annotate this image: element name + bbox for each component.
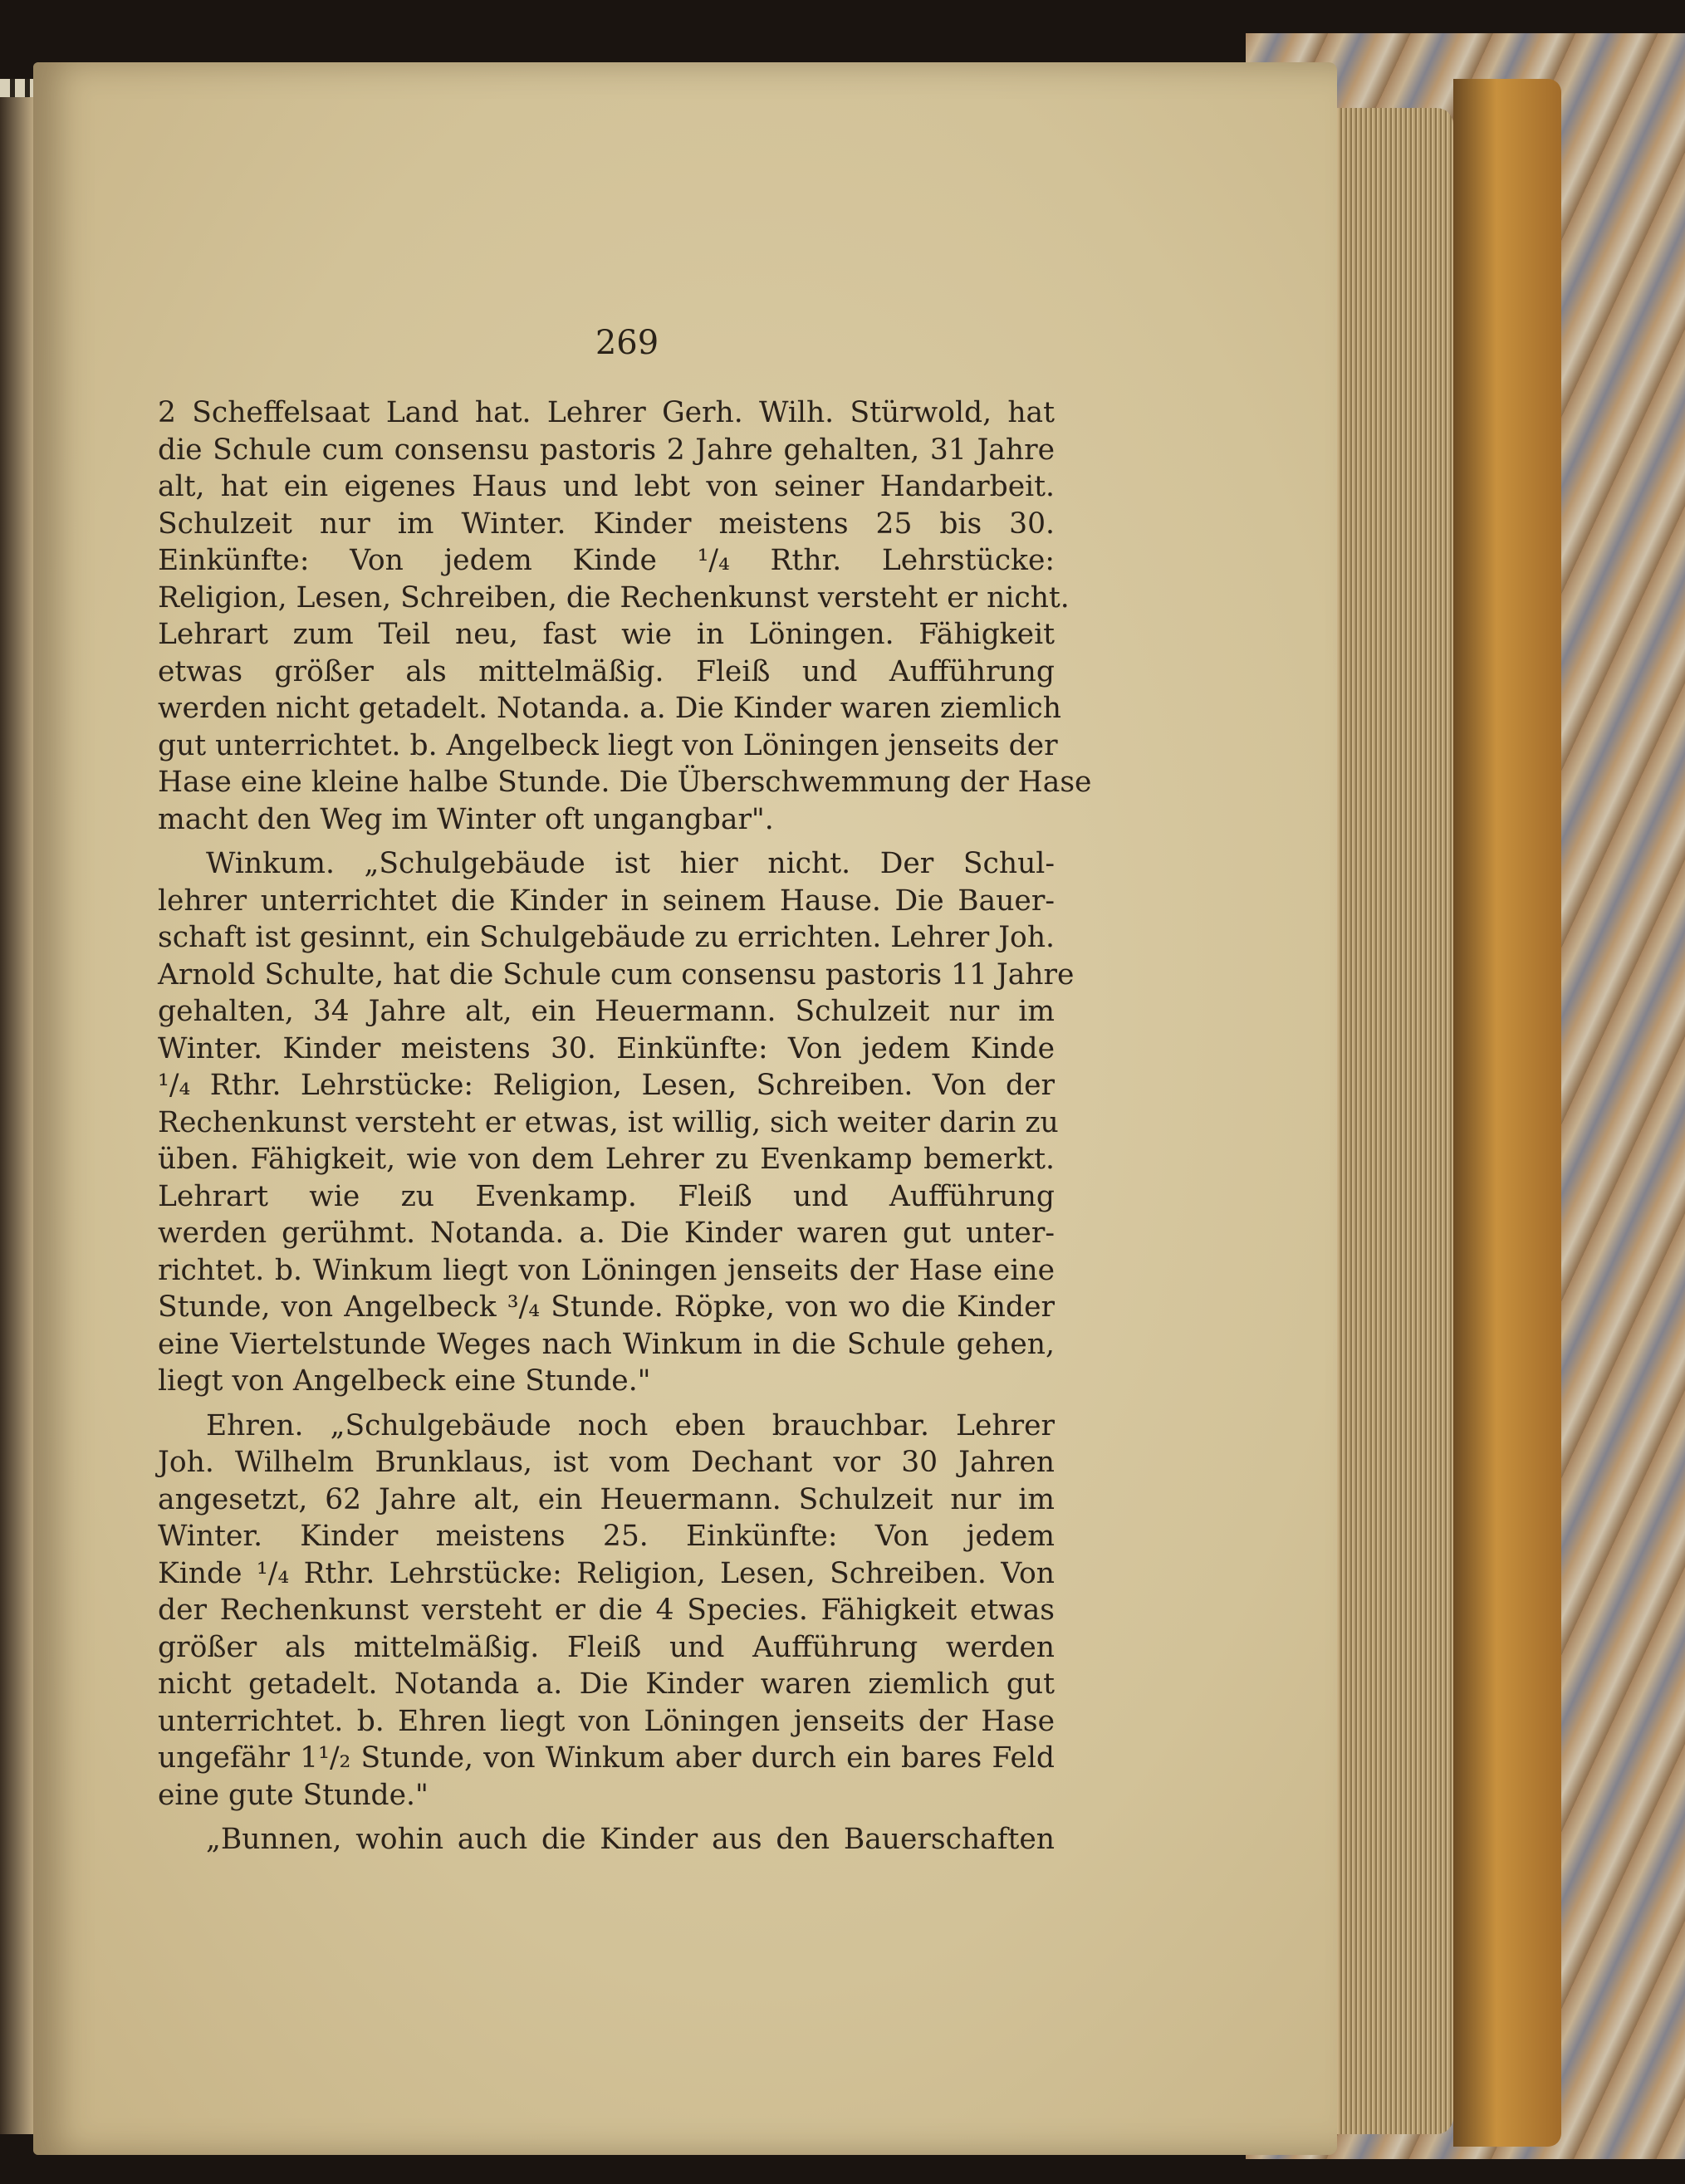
text-line: unterrichtet. b. Ehren liegt von Löningen jenseits der Hase	[158, 1704, 1055, 1738]
text-line: Arnold Schulte, hat die Schule cum consensu pastoris 11 Jahre	[158, 957, 1075, 992]
text-line: gehalten, 34 Jahre alt, ein Heuermann. Schulzeit nur im	[158, 995, 1055, 1028]
text-line: Lehrart zum Teil neu, fast wie in Löningen. Fähigkeit	[158, 618, 1055, 651]
text-line: Hase eine kleine halbe Stunde. Die Überschwemmung der Hase	[158, 766, 1092, 799]
text-line: Winter. Kinder meistens 25. Einkünfte: Von jedem	[158, 1520, 1055, 1553]
text-line: Einkünfte: Von jedem Kinde ¹/₄ Rthr. Lehrstücke:	[158, 544, 1055, 577]
paragraph-gap	[158, 838, 1055, 845]
text-line: eine Viertelstunde Weges nach Winkum in die Schule gehen,	[158, 1327, 1055, 1361]
text-line: ¹/₄ Rthr. Lehrstücke: Religion, Lesen, Schreiben. Von der	[158, 1069, 1055, 1102]
text-line: Ehren. „Schulgebäude noch eben brauchbar. Lehrer	[206, 1408, 1055, 1442]
text-line: Lehrart wie zu Evenkamp. Fleiß und Aufführung	[158, 1179, 1055, 1213]
text-line: Stunde, von Angelbeck ³/₄ Stunde. Röpke, von wo die Kinder	[158, 1290, 1055, 1324]
text-line: werden gerühmt. Notanda. a. Die Kinder waren gut unter-	[158, 1217, 1055, 1250]
text-line: „Bunnen, wohin auch die Kinder aus den Bauerschaften	[206, 1823, 1055, 1856]
text-line: größer als mittelmäßig. Fleiß und Aufführung werden	[158, 1630, 1055, 1664]
text-line: der Rechenkunst versteht er die 4 Species. Fähigkeit etwas	[158, 1594, 1055, 1627]
text-line: alt, hat ein eigenes Haus und lebt von seiner Handarbeit.	[158, 470, 1055, 503]
text-line: gut unterrichtet. b. Angelbeck liegt von Löningen jenseits der	[158, 728, 1058, 762]
text-line: richtet. b. Winkum liegt von Löningen jenseits der Hase eine	[158, 1253, 1055, 1287]
page-stack-edges	[1329, 108, 1453, 2134]
paragraph-gap	[158, 1814, 1055, 1821]
text-line: nicht getadelt. Notanda a. Die Kinder waren ziemlich gut	[158, 1667, 1055, 1701]
text-line: üben. Fähigkeit, wie von dem Lehrer zu Evenkamp bemerkt.	[158, 1143, 1055, 1176]
text-line: macht den Weg im Winter oft ungangbar".	[158, 802, 774, 836]
paragraph-gap	[158, 1400, 1055, 1408]
text-line: Winter. Kinder meistens 30. Einkünfte: Von jedem Kinde	[158, 1031, 1055, 1065]
text-line: lehrer unterrichtet die Kinder in seinem Hause. Die Bauer-	[158, 884, 1055, 918]
text-line: Rechenkunst versteht er etwas, ist willig, sich weiter darin zu	[158, 1105, 1059, 1139]
text-line: Winkum. „Schulgebäude ist hier nicht. Der Schul-	[206, 847, 1055, 880]
text-line: eine gute Stunde."	[158, 1778, 429, 1812]
text-line: die Schule cum consensu pastoris 2 Jahre gehalten, 31 Jahre	[158, 433, 1055, 467]
book-cover-edge	[1453, 79, 1561, 2147]
book-page	[33, 62, 1337, 2155]
text-line: Religion, Lesen, Schreiben, die Rechenkunst versteht er nicht.	[158, 580, 1070, 615]
body-text	[158, 394, 1092, 1858]
text-line: 2 Scheffelsaat Land hat. Lehrer Gerh. Wilh. Stürwold, hat	[158, 396, 1055, 429]
text-line: schaft ist gesinnt, ein Schulgebäude zu errichten. Lehrer Joh.	[158, 921, 1055, 954]
text-line: angesetzt, 62 Jahre alt, ein Heuermann. Schulzeit nur im	[158, 1482, 1055, 1516]
text-line: etwas größer als mittelmäßig. Fleiß und Aufführung	[158, 654, 1055, 688]
text-line: Joh. Wilhelm Brunklaus, ist vom Dechant vor 30 Jahren	[158, 1446, 1055, 1479]
text-line: werden nicht getadelt. Notanda. a. Die Kinder waren ziemlich	[158, 692, 1061, 725]
page-number: 269	[595, 324, 659, 362]
text-line: ungefähr 1¹/₂ Stunde, von Winkum aber durch ein bares Feld	[158, 1741, 1055, 1775]
text-line: liegt von Angelbeck eine Stunde."	[158, 1364, 651, 1398]
text-line: Schulzeit nur im Winter. Kinder meistens 25 bis 30.	[158, 507, 1055, 541]
text-line: Kinde ¹/₄ Rthr. Lehrstücke: Religion, Lesen, Schreiben. Von	[158, 1556, 1055, 1590]
